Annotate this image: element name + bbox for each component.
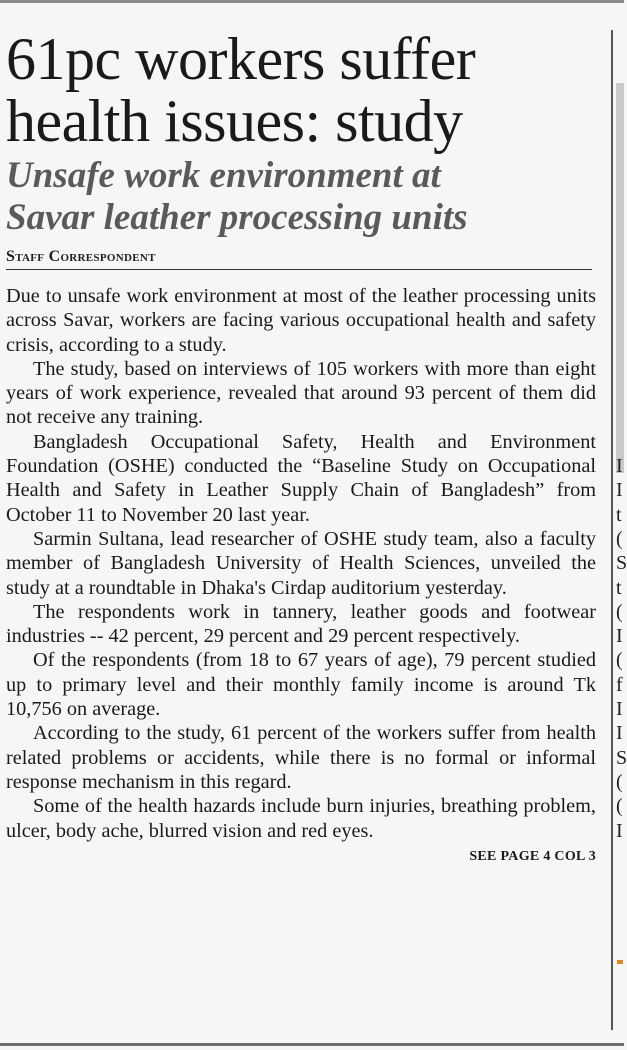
top-rule	[0, 0, 624, 3]
column-divider	[611, 30, 613, 1030]
adjacent-accent-mark	[617, 960, 623, 964]
headline	[6, 28, 598, 152]
adjacent-text-fragment: (	[616, 600, 623, 623]
paragraph-2: The study, based on interviews of 105 workers with more than eight years of work experience, revealed that around 93 percent of them did not receive any training.	[6, 357, 596, 429]
adjacent-column-edge	[614, 28, 627, 1038]
adjacent-text-fragment: I	[616, 722, 623, 745]
news-article	[6, 28, 598, 865]
adjacent-text-fragment: (	[616, 649, 623, 672]
adjacent-text-fragment: I	[616, 479, 623, 502]
adjacent-text-fragment: I	[616, 819, 623, 842]
adjacent-text-fragment: t	[616, 503, 622, 526]
paragraph-3: Bangladesh Occupational Safety, Health and Environment Foundation (OSHE) conducted the “Baseline Study on Occupational Health and Safety in Leather Supply Chain of Bangladesh” from October 11 to November 20 last year.	[6, 430, 596, 526]
headline-line-2: health issues: study	[6, 88, 463, 154]
adjacent-text-fragment: I	[616, 455, 623, 477]
adjacent-text-fragment: t	[616, 576, 622, 599]
adjacent-text-fragment: f	[616, 673, 623, 696]
paragraph-6: Of the respondents (from 18 to 67 years of age), 79 percent studied up to primary level and their monthly family income is around Tk 10,756 on average.	[6, 649, 596, 721]
paragraph-7: According to the study, 61 percent of the workers suffer from health related problems or accidents, while there is no formal or informal response mechanism in this regard.	[6, 722, 596, 793]
paragraph-4: Sarmin Sultana, lead researcher of OSHE study team, also a faculty member of Bangladesh University of Health Sciences, unveiled the study at a roundtable in Dhaka's Cirdap auditorium yesterday.	[6, 527, 596, 599]
paragraph-8: Some of the health hazards include burn injuries, breathing problem, ulcer, body ache, blurred vision and red eyes.	[6, 795, 596, 842]
paragraph-1: Due to unsafe work environment at most of the leather processing units across Savar, workers are facing various occupational health and safety crisis, according to a study.	[6, 285, 596, 356]
adjacent-text-fragment: S	[616, 746, 627, 769]
byline: Staff Correspondent	[6, 248, 592, 270]
adjacent-text-fragment: (	[616, 795, 623, 818]
adjacent-text-fragment: S	[616, 552, 627, 575]
subheadline-line-1: Unsafe work environment at	[6, 155, 441, 196]
subheadline	[6, 155, 598, 239]
adjacent-text-fragment: (	[616, 527, 623, 550]
adjacent-text-fragment: I	[616, 698, 623, 720]
headline-line-1: 61pc workers suffer	[6, 26, 476, 92]
bottom-rule	[0, 1043, 624, 1046]
adjacent-text-fragment: (	[616, 770, 623, 793]
article-body	[6, 284, 596, 843]
adjacent-shaded-area	[616, 83, 624, 473]
subheadline-line-2: Savar leather processing units	[6, 197, 468, 238]
paragraph-5: The respondents work in tannery, leather goods and footwear industries -- 42 percent, 29 percent and 29 percent respectively.	[6, 600, 596, 648]
adjacent-text-fragment: I	[616, 625, 623, 648]
continuation-note: SEE PAGE 4 COL 3	[469, 848, 596, 864]
